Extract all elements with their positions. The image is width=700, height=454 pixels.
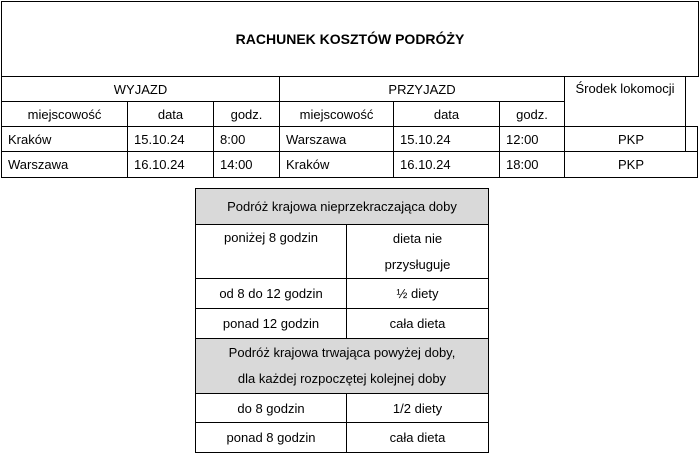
short-row1-amount-line1: dieta nie: [392, 230, 443, 246]
departure-header: WYJAZD: [1, 76, 280, 102]
domestic-long-header-line2: dla każdej rozpoczętej kolejnej doby: [237, 371, 447, 386]
arr-place-header: miejscowość: [279, 101, 394, 127]
long-row1-duration: do 8 godzin: [195, 393, 347, 423]
short-row2-duration: od 8 do 12 godzin: [195, 278, 347, 309]
long-row1-amount: 1/2 diety: [346, 393, 489, 423]
document-title: RACHUNEK KOSZTÓW PODRÓŻY: [1, 1, 699, 77]
arrival-header: PRZYJAZD: [279, 76, 565, 102]
row1-arr-date: 15.10.24: [393, 126, 500, 152]
arr-date-header: data: [393, 101, 500, 127]
row1-arr-place: Warszawa: [279, 126, 394, 152]
short-row1-amount: [346, 224, 489, 279]
row2-dep-time: 14:00: [213, 151, 280, 178]
domestic-long-header-line1: Podróż krajowa trwająca powyżej doby,: [228, 345, 456, 360]
short-row1-amount-line2: przysługuje: [384, 256, 451, 272]
row1-dep-time: 8:00: [213, 126, 280, 152]
row1-dep-place: Kraków: [1, 126, 128, 152]
short-row3-amount: cała dieta: [346, 308, 489, 339]
dep-time-header: godz.: [213, 101, 280, 127]
row2-dep-place: Warszawa: [1, 151, 128, 178]
domestic-long-header: [195, 338, 489, 394]
long-row2-amount: cała dieta: [346, 422, 489, 453]
row1-arr-time: 12:00: [499, 126, 565, 152]
row1-transport: PKP: [564, 126, 698, 152]
long-row2-duration: ponad 8 godzin: [195, 422, 347, 453]
short-row2-amount: ½ diety: [346, 278, 489, 309]
dep-date-header: data: [127, 101, 214, 127]
domestic-short-header: Podróż krajowa nieprzekraczająca doby: [195, 188, 489, 225]
transport-header-label: Środek lokomocji: [575, 81, 675, 96]
row1-dep-date: 15.10.24: [127, 126, 214, 152]
row2-arr-time: 18:00: [499, 151, 565, 178]
arr-time-header: godz.: [499, 101, 565, 127]
short-row1-duration: [195, 224, 347, 279]
dep-place-header: miejscowość: [1, 101, 128, 127]
row2-dep-date: 16.10.24: [127, 151, 214, 178]
row2-arr-date: 16.10.24: [393, 151, 500, 178]
short-row1-duration-text: poniżej 8 godzin: [224, 230, 318, 245]
row2-arr-place: Kraków: [279, 151, 394, 178]
row2-transport: PKP: [564, 151, 698, 178]
short-row3-duration: ponad 12 godzin: [195, 308, 347, 339]
